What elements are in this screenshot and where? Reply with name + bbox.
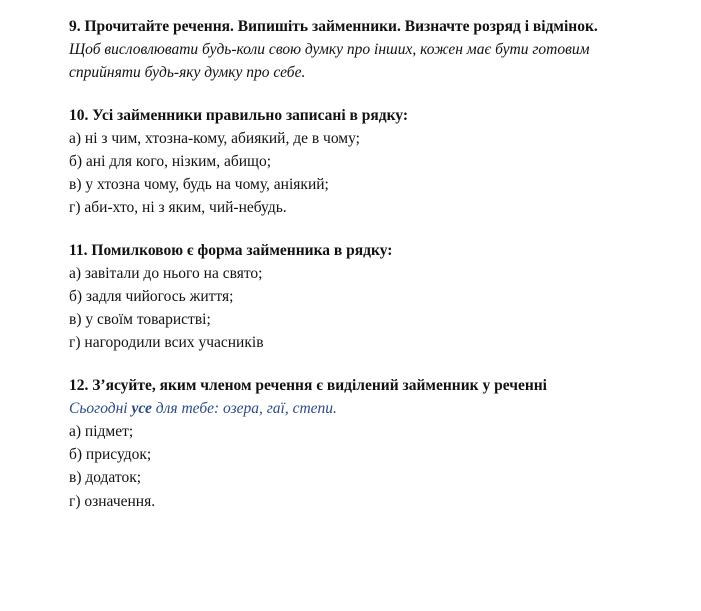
question-11-option-d: г) нагородили всих учасників — [69, 334, 264, 352]
highlighted-pronoun: усе — [131, 399, 152, 417]
question-9-text-line-1: Щоб висловлювати будь-коли свою думку про інших, кожен має бути готовим — [69, 41, 590, 59]
question-11 — [69, 239, 669, 355]
question-12 — [69, 374, 669, 513]
question-10 — [69, 104, 669, 220]
question-12-option-c: в) додаток; — [69, 469, 142, 487]
question-12-sentence — [69, 397, 669, 420]
spacer — [69, 220, 669, 239]
sentence-before: Сьогодні — [69, 399, 132, 417]
question-9 — [69, 15, 669, 85]
question-12-option-a: а) підмет; — [69, 423, 134, 441]
question-11-option-b: б) задля чийогось життя; — [69, 288, 234, 306]
question-12-option-d: г) означення. — [69, 492, 156, 510]
question-11-title: 11. Помилковою є форма займенника в рядку: — [69, 241, 393, 259]
question-9-title: 9. Прочитайте речення. Випишіть займенники. Визначте розряд і відмінок. — [69, 18, 598, 35]
question-12-title: 12. З’ясуйте, яким членом речення є виділений займенник у реченні — [69, 376, 547, 394]
question-10-option-c: в) у хтозна чому, будь на чому, аніякий; — [69, 176, 329, 194]
question-10-option-d: г) аби-хто, ні з яким, чий-небудь. — [69, 199, 287, 217]
question-11-option-c: в) у своїм товаристві; — [69, 311, 211, 329]
sentence-after: для тебе: озера, гаї, степи. — [151, 399, 337, 417]
question-12-option-b: б) присудок; — [69, 446, 152, 464]
question-10-option-a: а) ні з чим, хтозна-кому, абиякий, де в чому; — [69, 129, 360, 147]
question-10-title: 10. Усі займенники правильно записані в рядку: — [69, 106, 409, 124]
spacer — [69, 85, 669, 104]
spacer — [69, 355, 669, 374]
question-10-option-b: б) ані для кого, нізким, абищо; — [69, 153, 272, 171]
worksheet-page — [69, 15, 669, 513]
question-9-text-line-2: сприйняти будь-яку думку про себе. — [69, 64, 306, 82]
question-11-option-a: а) завітали до нього на свято; — [69, 264, 263, 282]
